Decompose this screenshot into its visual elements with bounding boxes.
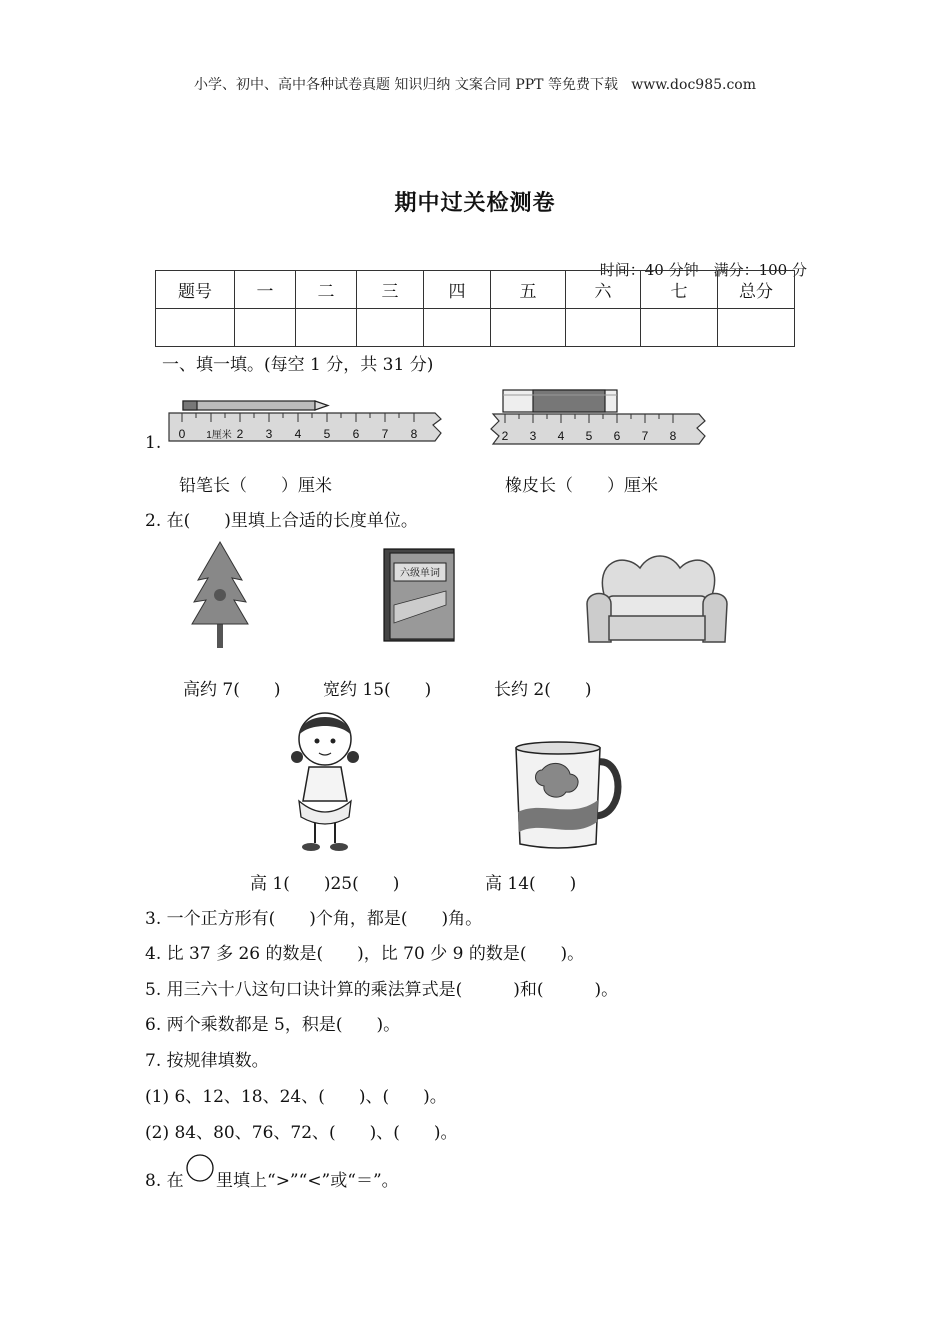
score-cell[interactable] xyxy=(718,309,795,347)
q1-number: 1. xyxy=(145,433,162,453)
score-header-cell: 七 xyxy=(641,271,718,309)
tree-caption: 高约 7( ) xyxy=(183,680,281,700)
ruler-tick-label: 4 xyxy=(294,427,302,441)
ruler-tick-label: 4 xyxy=(557,429,565,443)
score-header-cell: 总分 xyxy=(718,271,795,309)
ruler-right xyxy=(491,414,705,444)
mug-icon xyxy=(512,740,627,855)
eraser-icon xyxy=(503,390,617,412)
ruler-tick-label: 7 xyxy=(381,427,389,441)
q6-text: 6. 两个乘数都是 5，积是( )。 xyxy=(145,1015,401,1035)
score-cell[interactable] xyxy=(296,309,357,347)
score-cell[interactable] xyxy=(235,309,296,347)
ruler-left xyxy=(169,413,441,441)
ruler-tick-label: 2 xyxy=(501,429,509,443)
book-title-label: 六级单词 xyxy=(400,568,440,579)
score-header-cell: 四 xyxy=(424,271,491,309)
score-header-cell: 六 xyxy=(566,271,641,309)
q7-item-2: (2) 84、80、76、72、( )、( )。 xyxy=(145,1123,458,1143)
pencil-icon xyxy=(183,401,328,410)
q7-prompt: 7. 按规律填数。 xyxy=(145,1051,269,1071)
score-header-cell: 一 xyxy=(235,271,296,309)
time-label: 时间：40 分钟 xyxy=(599,261,699,279)
mug-caption: 高 14( ) xyxy=(485,874,577,894)
score-header-cell: 题号 xyxy=(156,271,235,309)
score-header-cell: 二 xyxy=(296,271,357,309)
section1-title: 一、填一填。(每空 1 分，共 31 分) xyxy=(162,355,434,375)
ruler-tick-label: 8 xyxy=(410,427,418,441)
ruler-tick-label: 0 xyxy=(178,427,186,441)
ruler-tick-label: 5 xyxy=(323,427,331,441)
score-table-blank-row xyxy=(156,309,795,347)
q2-prompt: 2. 在( )里填上合适的长度单位。 xyxy=(145,511,418,531)
score-cell[interactable] xyxy=(357,309,424,347)
eraser-ruler-figure xyxy=(487,388,712,446)
score-header-cell: 五 xyxy=(491,271,566,309)
tree-icon xyxy=(190,540,250,650)
score-label: 满分：100 分 xyxy=(713,261,807,279)
page-title: 期中过关检测卷 xyxy=(394,190,556,216)
girl-icon xyxy=(285,705,365,855)
score-table-header-row xyxy=(156,271,795,309)
sofa-caption: 长约 2( ) xyxy=(494,680,592,700)
q3-text: 3. 一个正方形有( )个角，都是( )角。 xyxy=(145,909,483,929)
ruler-tick-label: 7 xyxy=(641,429,649,443)
girl-caption: 高 1( )25( ) xyxy=(250,874,400,894)
q8-suffix: 里填上“>”“<”或“＝”。 xyxy=(216,1171,399,1191)
blank-circle-icon xyxy=(185,1153,215,1183)
book-caption: 宽约 15( ) xyxy=(323,680,432,700)
q7-item-1: (1) 6、12、18、24、( )、( )。 xyxy=(145,1087,447,1107)
book-icon xyxy=(380,543,460,643)
q8-prefix: 8. 在 xyxy=(145,1171,184,1191)
q4-text: 4. 比 37 多 26 的数是( )，比 70 少 9 的数是( )。 xyxy=(145,944,585,964)
eraser-caption: 橡皮长（ ）厘米 xyxy=(505,476,658,496)
ruler-tick-label: 6 xyxy=(352,427,360,441)
ruler-tick-label: 5 xyxy=(585,429,593,443)
score-cell[interactable] xyxy=(424,309,491,347)
ruler-tick-label: 2 xyxy=(236,427,244,441)
ruler-tick-label: 3 xyxy=(529,429,537,443)
ruler-tick-label: 1厘米 xyxy=(206,430,232,441)
score-cell[interactable] xyxy=(566,309,641,347)
ruler-tick-label: 3 xyxy=(265,427,273,441)
pencil-caption: 铅笔长（ ）厘米 xyxy=(179,476,332,496)
score-cell[interactable] xyxy=(156,309,235,347)
ruler-tick-label: 6 xyxy=(613,429,621,443)
score-cell[interactable] xyxy=(641,309,718,347)
pencil-ruler-figure xyxy=(165,395,450,445)
score-header-cell: 三 xyxy=(357,271,424,309)
score-table xyxy=(155,270,795,347)
score-cell[interactable] xyxy=(491,309,566,347)
page-header: 小学、初中、高中各种试卷真题 知识归纳 文案合同 PPT 等免费下载 www.doc985.com xyxy=(193,77,756,93)
ruler-tick-label: 8 xyxy=(669,429,677,443)
q5-text: 5. 用三六十八这句口诀计算的乘法算式是( )和( )。 xyxy=(145,980,619,1000)
sofa-icon xyxy=(585,550,730,648)
